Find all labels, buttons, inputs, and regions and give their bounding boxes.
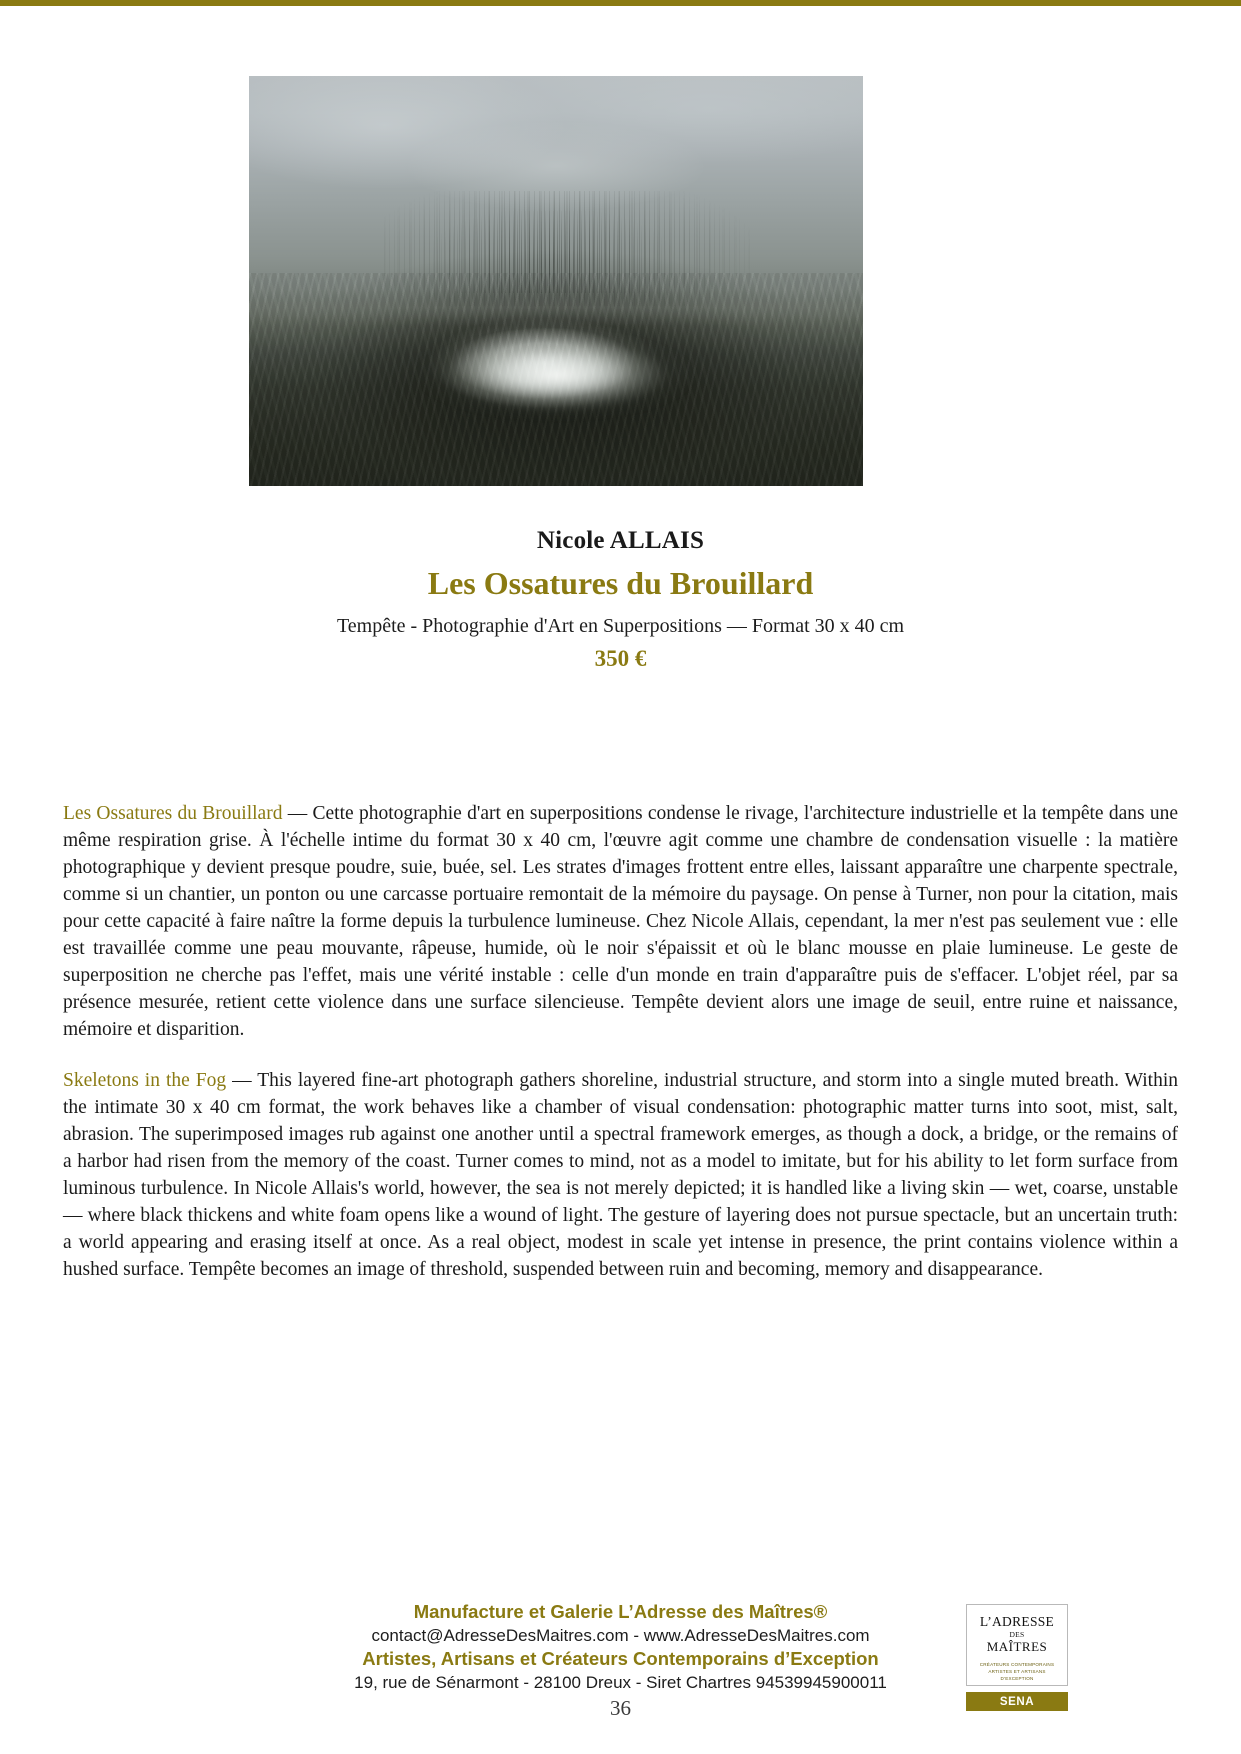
artwork-subtitle: Tempête - Photographie d'Art en Superpositions — Format 30 x 40 cm [336,614,905,637]
page-number: 36 [610,1696,631,1721]
footer-tagline: Artistes, Artisans et Créateurs Contemporains d’Exception [362,1648,879,1670]
artwork-price: 350 € [594,645,647,671]
paragraph-french [63,800,1178,1043]
footer-company: Manufacture et Galerie L’Adresse des Maîtres® [413,1601,828,1622]
paragraph-english-lead: Skeletons in the Fog [63,1070,227,1091]
footer-address: 19, rue de Sénarmont - 28100 Dreux - Siret Chartres 94539945900011 [354,1672,887,1692]
top-gold-rule [0,0,1241,6]
paragraph-english [63,1067,1178,1283]
artwork-canvas [249,76,863,486]
brand-logo-line2: DES [1009,1629,1025,1639]
artwork-foam-highlight [415,330,697,420]
page-title: Les Ossatures du Brouillard [427,565,814,602]
brand-logo-sub1: CRÉATEURS CONTEMPORAINS [979,1661,1055,1667]
paragraph-english-body: — This layered fine-art photograph gathers shoreline, industrial structure, and storm into a single muted breath. Within the intimate 30 x 40 cm format, the work behaves like a chamber of visual condensation: photographic matter turns into soot, mist, salt, abrasion. The superimposed images rub against one another until a spectral framework emerges, as though a dock, a bridge, or the remains of a harbor had risen from the memory of the coast. Turner comes to mind, not as a model to imitate, but for his ability to let form surface from luminous turbulence. In Nicole Allais's world, however, the sea is not merely depicted; it is handled like a living skin — wet, coarse, unstable — where black thickens and white foam opens like a wound of light. The gesture of layering does not pursue spectacle, but an uncertain truth: a world appearing and erasing itself at once. As a real object, modest in scale yet intense in presence, the print contains violence within a hushed surface. Tempête becomes an image of threshold, suspended between ruin and becoming, memory and disappearance. [63,1070,1178,1280]
body-text [63,800,1178,1283]
paragraph-french-lead: Les Ossatures du Brouillard [63,803,283,824]
page-footer [0,1600,1241,1721]
artist-name: Nicole ALLAIS [536,527,705,554]
paragraph-french-body: — Cette photographie d'art en superpositions condense le rivage, l'architecture industrielle et la tempête dans une même respiration grise. À l'échelle intime du format 30 x 40 cm, l'œuvre agit comme une chambre de condensation visuelle : la matière photographique y devient presque poudre, suie, buée, sel. Les strates d'images frottent entre elles, laissant apparaître une charpente spectrale, comme si un chantier, un ponton ou une carcasse portuaire remontait de la mémoire du paysage. On pense à Turner, non pour la citation, mais pour cette capacité à faire naître la forme depuis la turbulence lumineuse. Chez Nicole Allais, cependant, la mer n'est pas seulement vue : elle est travaillée comme une peau mouvante, râpeuse, humide, où le noir s'épaissit et où le blanc mousse en plaie lumineuse. Le geste de superposition ne cherche pas l'effet, mais une vérité instable : celle d'un monde en train d'apparaître puis de s'effacer. L'objet réel, par sa présence mesurée, retient cette violence dans une surface silencieuse. Tempête devient alors une image de seuil, entre ruine et naissance, mémoire et disparition. [63,803,1178,1040]
brand-logo-sub3: D’EXCEPTION [1000,1676,1034,1682]
sena-badge: SENA [966,1692,1068,1711]
title-block [0,525,1241,672]
footer-contact: contact@AdresseDesMaitres.com - www.AdresseDesMaitres.com [371,1625,870,1645]
brand-logo-sub2: ARTISTES ET ARTISANS [988,1668,1046,1674]
brand-logo-line1: L’ADRESSE [979,1614,1055,1629]
brand-logo-line3: MAÎTRES [986,1639,1048,1655]
artwork-image [249,76,863,486]
